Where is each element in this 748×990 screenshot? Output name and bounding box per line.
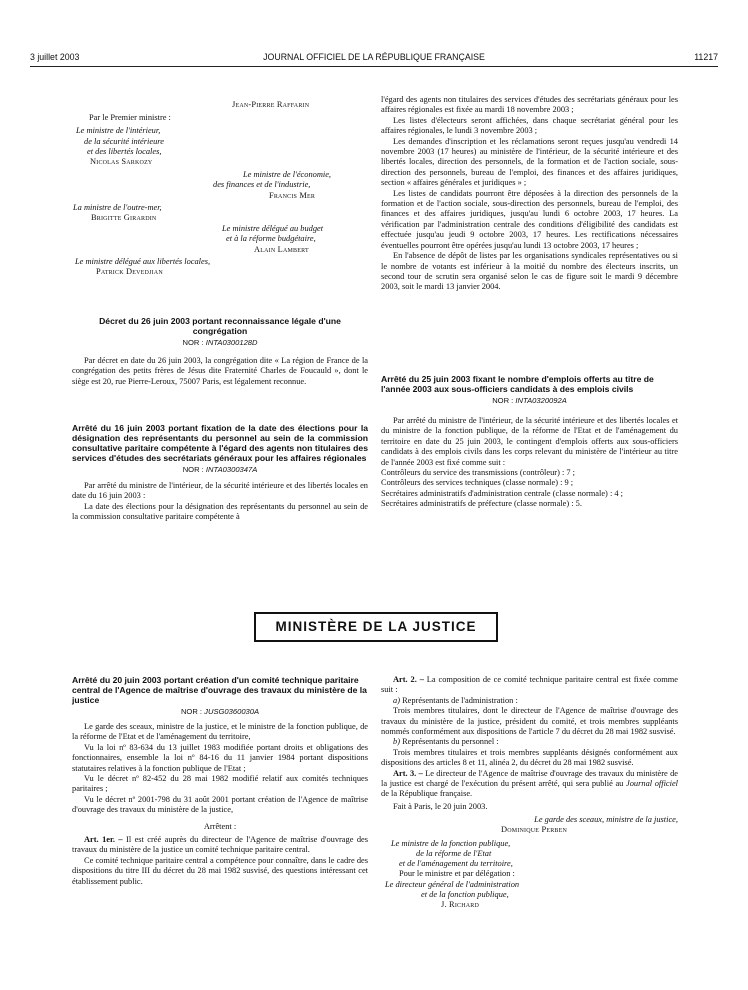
decret-26-body: Par décret en date du 26 juin 2003, la congrégation dite « La région de France de la congrégation des petits frères de Jésus dite Fraternité Charles de Foucauld », dont le siège est 20, rue Pierre-Leroux, 75007 Paris, est légalement reconnue. [72, 356, 368, 386]
arrete-20-a-body: Trois membres titulaires, dont le directeur de l'Agence de maîtrise d'ouvrage des travaux du ministère de la justice, président du comité, et trois membres suppléants nommés conformément aux dispositions de l'article 7 du décret du 28 mai 1982 susvisé. [381, 706, 678, 737]
arrete-20-art1 [72, 835, 368, 856]
arrete-20-title: Arrêté du 20 juin 2003 portant création d'un comité technique paritaire central de l'Agence de maîtrise d'ouvrage des travaux du ministère de la justice [72, 675, 367, 705]
journal-title: JOURNAL OFFICIEL DE LA RÉPUBLIQUE FRANÇAISE [263, 52, 485, 62]
arretent: Arrêtent : [203, 821, 237, 831]
fp-dg-1: Le directeur général de l'administration [385, 879, 520, 889]
garde-title: Le garde des sceaux, ministre de la justice, [534, 815, 678, 825]
b-text: Représentants du personnel : [402, 737, 499, 747]
arrete-25-nor [381, 395, 678, 406]
a-text: Représentants de l'administration : [402, 695, 518, 705]
nor-code: JUSG0360030A [204, 707, 260, 716]
arrete-16-nor [72, 464, 368, 475]
interieur-signature [72, 126, 368, 167]
arrete-20-continued [381, 675, 678, 910]
decret-26-section [72, 316, 368, 387]
interieur-name: Nicolas Sarkozy [90, 157, 153, 167]
arrete-20-b [381, 737, 678, 747]
arrete-20-b-body: Trois membres titulaires et trois membres suppléants désignés conformément aux dispositions des articles 8 et 11, alinéa 2, du décret du 28 mai 1982 susvisé. [381, 747, 678, 768]
fp-title-2: de la réforme de l'Etat [416, 848, 492, 858]
decret-26-nor [72, 337, 368, 348]
nor-code: INTA0300128D [205, 338, 258, 347]
arrete-25-item-1: Contrôleurs du service des transmissions (contrôleur) : 7 ; [381, 468, 575, 478]
arrete-20-art3 [381, 769, 678, 800]
arrete-16-p6: Les listes de candidats pourront être déposées à la direction des personnels de la formation et de l'action sociale, sous-direction des personnels, bureau de l'emploi, des finances et des affaires juridiques, jusqu'au lundi 6 octobre 2003, 17 heures. La vérification par l'administration centrale des conditions d'éligibilité des candidats est effectuée jusqu'au jeudi 9 octobre 2003, 17 heures. Les rectifications nécessaires éventuelles pourront être opérées jusqu'au lundi 13 octobre 2003, 17 heures ; [381, 188, 678, 250]
arrete-20-section [72, 675, 368, 887]
nor-label: NOR : [492, 396, 514, 405]
page-number: 11217 [694, 52, 718, 62]
fait-a-paris: Fait à Paris, le 20 juin 2003. [393, 801, 488, 811]
b-label: b) [393, 737, 400, 747]
arrete-25-item-3: Secrétaires administratifs d'administration centrale (classe normale) : 4 ; [381, 488, 623, 498]
signatures-block [72, 100, 368, 277]
arrete-16-p1: Par arrêté du ministre de l'intérieur, de la sécurité intérieure et des libertés locales en date du 16 juin 2003 : [72, 481, 368, 501]
par-pm: Par le Premier ministre : [89, 113, 171, 123]
nor-label: NOR : [180, 707, 203, 716]
art1-label: Art. 1er. – [84, 835, 123, 845]
arrete-20-nor [72, 706, 368, 717]
libertes-title: Le ministre délégué aux libertés locales, [75, 256, 211, 266]
art3-label: Art. 3. – [393, 768, 423, 778]
arrete-20-p5: Ce comité technique paritaire central a compétence pour connaître, dans le cadre des dispositions du titre III du décret du 28 mai 1982 susvisé, des questions intéressant cet établissement public. [72, 855, 368, 886]
header-date: 3 juillet 2003 [30, 52, 80, 62]
decret-26-title: Décret du 26 juin 2003 portant reconnaissance légale d'une congrégation [99, 316, 341, 336]
libertes-name: Patrick Devedjian [96, 267, 163, 277]
art2-text: La composition de ce comité technique paritaire central est fixée comme suit : [381, 675, 678, 695]
outremer-signature [72, 203, 368, 223]
economie-name: Francis Mer [269, 190, 316, 200]
arrete-25-item-2: Contrôleurs des services techniques (classe normale) : 9 ; [381, 478, 574, 488]
economie-title-2: des finances et de l'industrie, [213, 180, 311, 190]
libertes-signature [72, 257, 368, 277]
a-label: a) [393, 695, 400, 705]
arrete-16-p4: Les listes d'électeurs seront affichées, dans chaque secrétariat général pour les affaires régionales, le lundi 3 novembre 2003 ; [381, 115, 678, 136]
arrete-25-section [381, 374, 678, 510]
art3-text-b: de la République française. [381, 789, 473, 799]
interieur-title-2: de la sécurité intérieure [84, 136, 164, 146]
outremer-title: La ministre de l'outre-mer, [73, 202, 162, 212]
arrete-16-continued [381, 95, 678, 293]
journal-officiel: Journal officiel [626, 779, 679, 789]
nor-label: NOR : [182, 338, 204, 347]
pm-name: Jean-Pierre Raffarin [232, 100, 310, 109]
fp-title-3: et de l'aménagement du territoire, [399, 859, 513, 869]
fp-title-1: Le ministre de la fonction publique, [391, 838, 511, 848]
arrete-16-p3: l'égard des agents non titulaires des services d'études des secrétariats généraux pour les affaires régionales est fixée au mardi 18 novembre 2003 ; [381, 95, 678, 115]
outremer-name: Brigitte Girardin [91, 213, 157, 223]
economie-title-1: Le ministre de l'économie, [243, 170, 332, 180]
arrete-20-p1: Le garde des sceaux, ministre de la justice, et le ministre de la fonction publique, de la réforme de l'Etat et de l'aménagement du territoire, [72, 722, 368, 742]
ministry-banner: MINISTÈRE DE LA JUSTICE [254, 612, 498, 642]
budget-signature [72, 224, 368, 255]
arrete-20-a [381, 696, 678, 706]
economie-signature [72, 170, 368, 201]
fp-dg-2: et de la fonction publique, [421, 889, 509, 899]
arrete-25-p1: Par arrêté du ministre de l'intérieur, de la sécurité intérieure et des libertés locales et du ministre de la fonction publique, de la réforme de l'Etat et de l'aménagement du territoire en date du 25 juin 2003, le contingent d'emplois offerts aux sous-officiers candidats à des emplois civils dans les corps relevant du ministère de l'intérieur au titre de l'année 2003 est fixé comme suit : [381, 416, 678, 467]
arrete-20-p3: Vu le décret nº 82-452 du 28 mai 1982 modifié relatif aux comités techniques paritaires ; [72, 774, 368, 794]
art2-label: Art. 2. – [393, 675, 424, 684]
running-header [30, 51, 718, 63]
arrete-25-item-4: Secrétaires administratifs de préfecture (classe normale) : 5. [381, 499, 582, 509]
arrete-16-title: Arrêté du 16 juin 2003 portant fixation de la date des élections pour la désignation des représentants du personnel au sein de la commission consultative paritaire compétente à l'égard des agents non titulaires des services d'études des secrétariats généraux pour les affaires régionales [72, 423, 368, 463]
art1-text: Il est créé auprès du directeur de l'Agence de maîtrise d'ouvrage des travaux du ministère de la justice un comité technique paritaire central. [72, 835, 369, 855]
arrete-20-p2: Vu la loi nº 83-634 du 13 juillet 1983 modifiée portant droits et obligations des fonctionnaires, ensemble la loi nº 84-16 du 11 janvier 1984 portant dispositions statutaires relatives à la fonction publique de l'Etat ; [72, 742, 368, 773]
interieur-title-1: Le ministre de l'intérieur, [76, 126, 161, 136]
header-rule [30, 66, 718, 67]
nor-code: INTA0300347A [205, 465, 258, 474]
fp-name: J. Richard [441, 899, 480, 909]
nor-code: INTA0320092A [515, 396, 567, 405]
arrete-20-art2 [381, 675, 678, 696]
arrete-16-p7: En l'absence de dépôt de listes par les organisations syndicales représentatives ou si le nombre de votants est inférieur à la moitié du nombre des électeurs inscrits, un second tour de scrutin sera organisé selon le cas de figure soit le mardi 9 décembre 2003, soit le mardi 13 janvier 2004. [381, 251, 678, 292]
budget-title-1: Le ministre délégué au budget [222, 224, 324, 234]
garde-name: Dominique Perben [501, 825, 567, 835]
arrete-16-p2: La date des élections pour la désignation des représentants du personnel au sein de la commission consultative paritaire compétente à [72, 501, 368, 522]
interieur-title-3: et des libertés locales, [87, 146, 162, 156]
arrete-25-title: Arrêté du 25 juin 2003 fixant le nombre d'emplois offerts au titre de l'année 2003 aux sous-officiers candidats à des emplois civils [381, 374, 654, 394]
budget-name: Alain Lambert [254, 244, 309, 254]
fp-delegation: Pour le ministre et par délégation : [399, 869, 515, 879]
arrete-16-p5: Les demandes d'inscription et les réclamations seront reçues jusqu'au vendredi 14 novembre 2003 (17 heures) au ministère de l'intérieur, de la sécurité intérieure et des libertés locales, direction des personnels, de la formation et de l'action sociale, sous-direction des personnels, bureau de l'emploi, des finances et des affaires juridiques, section « affaires générales et juridiques » ; [381, 136, 678, 188]
art3-text-a: Le directeur de l'Agence de maîtrise d'ouvrage des travaux du ministère de la justice est chargé de l'exécution du présent arrêté, qui sera publié au [381, 768, 679, 789]
arrete-16-section [72, 423, 368, 523]
nor-label: NOR : [182, 465, 204, 474]
budget-title-2: et à la réforme budgétaire, [226, 234, 316, 244]
arrete-20-p4: Vu le décret nº 2001-798 du 31 août 2001 portant création de l'Agence de maîtrise d'ouvrage des travaux du ministère de la justice, [72, 794, 368, 815]
